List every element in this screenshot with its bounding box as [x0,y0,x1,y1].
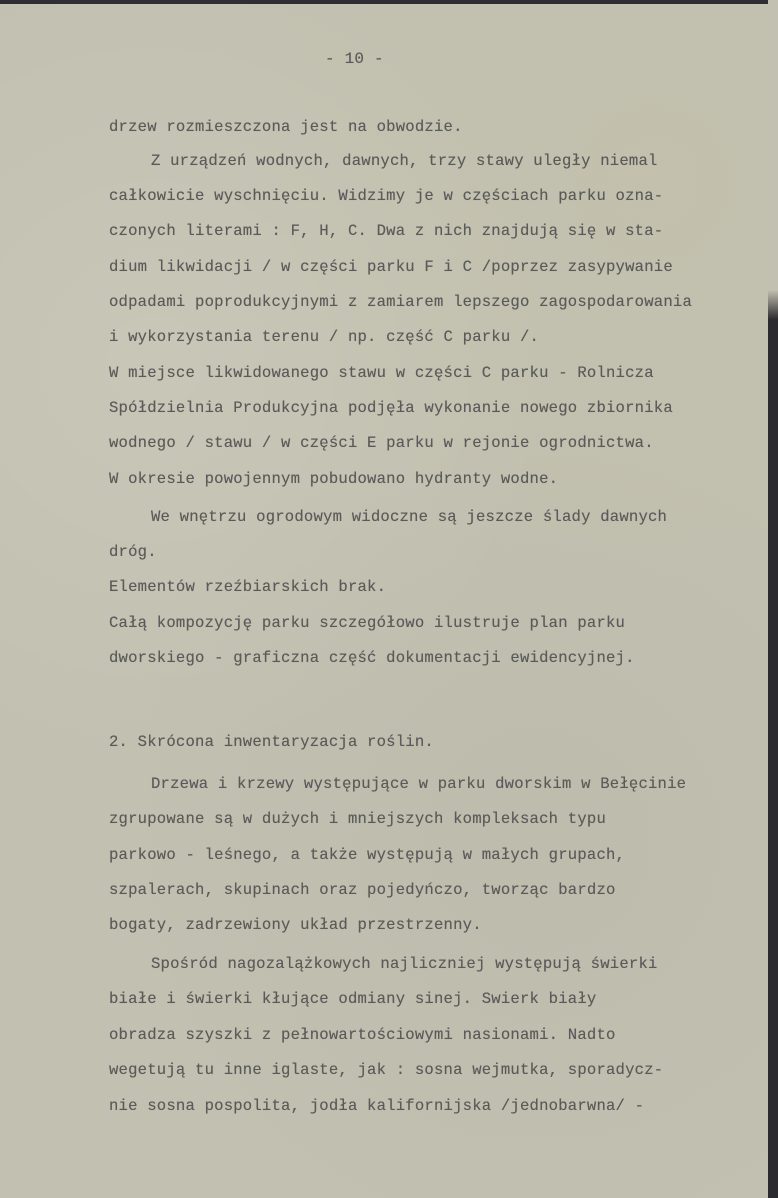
text-line: W okresie powojennym pobudowano hydranty wodne. [109,470,559,488]
text-line: dróg. [109,543,157,561]
text-line: szpalerach, skupinach oraz pojedyńczo, tworząc bardzo [109,881,616,899]
text-line: i wykorzystania terenu / np. część C parku /. [109,328,540,346]
text-line: wegetują tu inne iglaste, jak : sosna wejmutka, sporadycz- [109,1061,664,1079]
text-line: odpadami poprodukcyjnymi z zamiarem lepszego zagospodarowania [109,293,693,311]
text-line: czonych literami : F, H, C. Dwa z nich znajdują się w sta- [109,222,664,240]
text-line: drzew rozmieszczona jest na obwodzie. [109,118,463,136]
document-page [0,4,768,1198]
text-line: dium likwidacji / w części parku F i C /poprzez zasypywanie [109,258,673,276]
text-line: We wnętrzu ogrodowym widoczne są jeszcze ślady dawnych [151,508,668,526]
scan-border-right [768,0,778,1198]
text-line: parkowo - leśnego, a także występują w małych grupach, [109,846,626,864]
text-line: Spośród nagozalążkowych najliczniej występują świerki [151,955,658,973]
text-line: 2. Skrócona inwentaryzacja roślin. [109,733,434,751]
text-line: obradza szyszki z pełnowartościowymi nasionami. Nadto [109,1026,616,1044]
text-line: wodnego / stawu / w części E parku w rejonie ogrodnictwa. [109,434,654,452]
text-line: dworskiego - graficzna część dokumentacji ewidencyjnej. [109,649,635,667]
text-line: Elementów rzeźbiarskich brak. [109,578,387,596]
text-line: całkowicie wyschnięciu. Widzimy je w częściach parku ozna- [109,187,664,205]
text-line: Z urządzeń wodnych, dawnych, trzy stawy uległy niemal [151,152,658,170]
page-number: - 10 - [325,50,384,68]
text-line: nie sosna pospolita, jodła kalifornijska /jednobarwna/ - [109,1097,645,1115]
text-line: Drzewa i krzewy występujące w parku dworskim w Bełęcinie [151,775,687,793]
text-line: bogaty, zadrzewiony układ przestrzenny. [109,916,482,934]
text-line: zgrupowane są w dużych i mniejszych kompleksach typu [109,810,607,828]
text-line: białe i świerki kłujące odmiany sinej. Swierk biały [109,990,597,1008]
text-line: Spółdzielnia Produkcyjna podjęła wykonanie nowego zbiornika [109,399,673,417]
text-line: Całą kompozycję parku szczegółowo ilustruje plan parku [109,614,626,632]
text-line: W miejsce likwidowanego stawu w części C parku - Rolnicza [109,364,654,382]
scan-border-top [0,0,778,4]
